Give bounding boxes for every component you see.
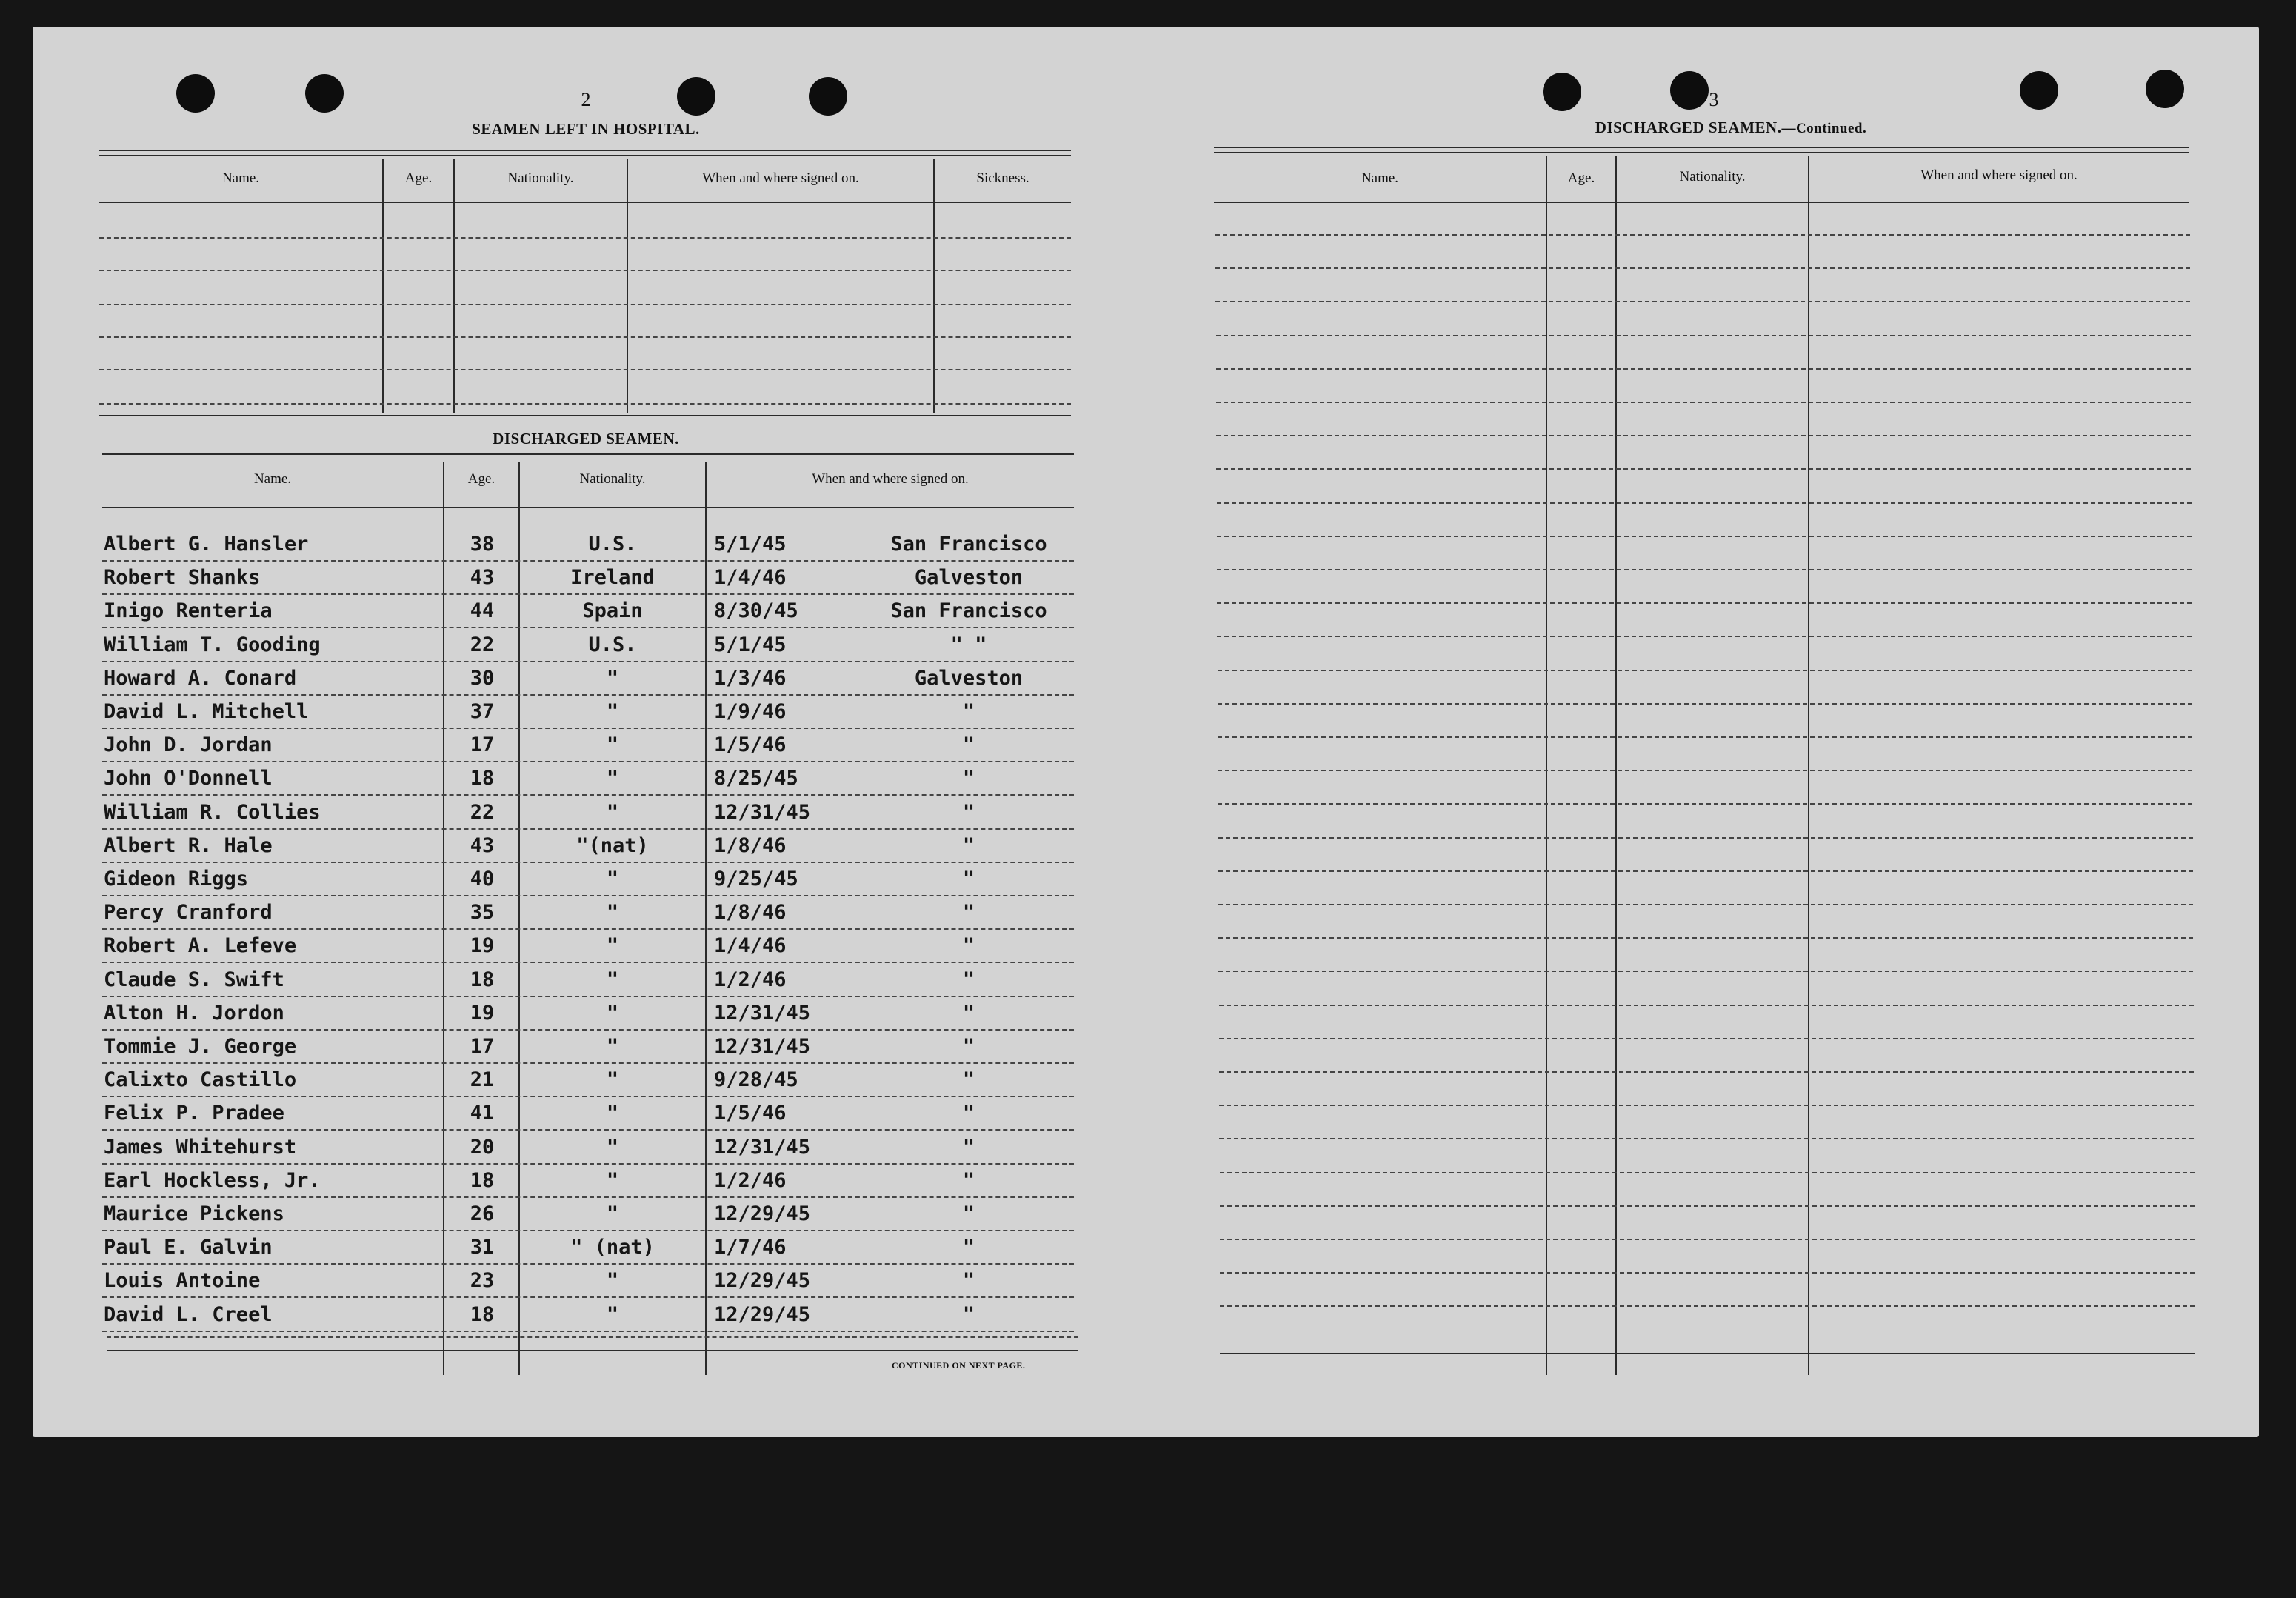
seaman-age: 18 bbox=[470, 1303, 495, 1326]
signed-on-place: " bbox=[962, 1002, 975, 1025]
signed-on-place: " bbox=[962, 1102, 975, 1125]
signed-on-date: 12/29/45 bbox=[714, 1269, 811, 1292]
seaman-nationality: " bbox=[606, 1102, 619, 1125]
register-sheet bbox=[33, 27, 2259, 1437]
hospital-row-line bbox=[99, 237, 1071, 239]
blank-row-line bbox=[1220, 1305, 2195, 1307]
seaman-name: Tommie J. George bbox=[104, 1035, 297, 1058]
signed-on-date: 12/29/45 bbox=[714, 1202, 811, 1225]
hospital-row-line bbox=[99, 336, 1071, 338]
seaman-nationality: " bbox=[606, 934, 619, 957]
seaman-name: Albert R. Hale bbox=[104, 834, 273, 857]
seaman-age: 35 bbox=[470, 901, 495, 924]
signed-on-date: 12/31/45 bbox=[714, 1136, 811, 1159]
signed-on-date: 5/1/45 bbox=[714, 633, 787, 656]
signed-on-date: 1/5/46 bbox=[714, 733, 787, 756]
hospital-col-sickness: Sickness. bbox=[976, 170, 1029, 186]
discharged-row-line bbox=[102, 928, 1074, 930]
blank-row-line bbox=[1217, 536, 2192, 537]
blank-row-line bbox=[1218, 803, 2192, 805]
signed-on-place: " bbox=[962, 1303, 975, 1326]
blank-row-line bbox=[1217, 636, 2192, 637]
seaman-name: Gideon Riggs bbox=[104, 868, 249, 890]
blank-row-line bbox=[1215, 267, 2190, 269]
seaman-nationality: " bbox=[606, 901, 619, 924]
blank-row-line bbox=[1219, 1038, 2194, 1039]
signed-on-place: San Francisco bbox=[890, 533, 1047, 556]
blank-row-line bbox=[1219, 1071, 2194, 1073]
signed-on-place: " bbox=[962, 1035, 975, 1058]
discharged-row-line bbox=[102, 1196, 1074, 1198]
blank-row-line bbox=[1218, 971, 2193, 972]
seaman-name: Maurice Pickens bbox=[104, 1202, 284, 1225]
hospital-bottom-rule bbox=[99, 415, 1071, 416]
seaman-name: Robert A. Lefeve bbox=[104, 934, 297, 957]
seaman-age: 19 bbox=[470, 1002, 495, 1025]
hospital-top-rule bbox=[99, 150, 1071, 156]
hospital-header-rule bbox=[99, 202, 1071, 203]
signed-on-place: " bbox=[962, 834, 975, 857]
signed-on-place: " bbox=[962, 1068, 975, 1091]
page-number: 3 bbox=[1709, 89, 1719, 110]
discharged-row-line bbox=[102, 560, 1074, 562]
seaman-nationality: " bbox=[606, 1068, 619, 1091]
signed-on-date: 1/7/46 bbox=[714, 1236, 787, 1259]
discharged-row-line bbox=[102, 996, 1074, 997]
discharged-row-line bbox=[102, 794, 1074, 796]
seaman-name: Claude S. Swift bbox=[104, 968, 284, 991]
blank-row-line bbox=[1216, 368, 2191, 370]
blank-row-line bbox=[1219, 1105, 2194, 1106]
signed-on-place: " bbox=[962, 767, 975, 790]
discharged-continued-title bbox=[1575, 119, 1886, 137]
blank-row-line bbox=[1218, 670, 2192, 671]
hospital-section-title: SEAMEN LEFT IN HOSPITAL. bbox=[472, 120, 700, 138]
hospital-col-divider bbox=[453, 159, 455, 413]
signed-on-date: 12/31/45 bbox=[714, 1035, 811, 1058]
seaman-nationality: " bbox=[606, 667, 619, 690]
right-col-name: Name. bbox=[1361, 170, 1399, 186]
blank-row-line bbox=[1218, 770, 2192, 771]
signed-on-date: 9/28/45 bbox=[714, 1068, 798, 1091]
signed-on-date: 8/25/45 bbox=[714, 767, 798, 790]
seaman-nationality: U.S. bbox=[588, 533, 637, 556]
discharged-row-line bbox=[102, 627, 1074, 628]
seaman-nationality: " bbox=[606, 868, 619, 890]
seaman-nationality: Spain bbox=[582, 599, 643, 622]
signed-on-place: Galveston bbox=[914, 667, 1024, 690]
seaman-nationality: " bbox=[606, 801, 619, 824]
seaman-nationality: " bbox=[606, 1035, 619, 1058]
signed-on-date: 1/4/46 bbox=[714, 934, 787, 957]
seaman-age: 17 bbox=[470, 1035, 495, 1058]
seaman-name: Robert Shanks bbox=[104, 566, 261, 589]
hospital-col-divider bbox=[933, 159, 935, 413]
signed-on-place: " bbox=[962, 733, 975, 756]
seaman-name: William R. Collies bbox=[104, 801, 321, 824]
seaman-nationality: " bbox=[606, 1303, 619, 1326]
discharged-col-name: Name. bbox=[253, 471, 292, 487]
punch-hole bbox=[305, 74, 344, 113]
seaman-age: 43 bbox=[470, 834, 495, 857]
seaman-age: 18 bbox=[470, 968, 495, 991]
discharged-col-divider bbox=[443, 462, 444, 1375]
hospital-row-line bbox=[99, 270, 1071, 271]
discharged-row-line bbox=[102, 1230, 1074, 1231]
punch-hole bbox=[2146, 70, 2184, 108]
right-col-nationality: Nationality. bbox=[1679, 169, 1746, 184]
signed-on-date: 1/5/46 bbox=[714, 1102, 787, 1125]
blank-row-line bbox=[1218, 904, 2193, 905]
blank-row-line bbox=[1215, 301, 2190, 302]
discharged-row-line bbox=[102, 1296, 1074, 1298]
hospital-row-line bbox=[99, 369, 1071, 370]
signed-on-place: " bbox=[962, 1136, 975, 1159]
right-top-rule bbox=[1214, 147, 2189, 153]
hospital-col-divider bbox=[627, 159, 628, 413]
seaman-name: David L. Mitchell bbox=[104, 700, 309, 723]
seaman-name: John O'Donnell bbox=[104, 767, 273, 790]
seaman-nationality: U.S. bbox=[588, 633, 637, 656]
signed-on-date: 5/1/45 bbox=[714, 533, 787, 556]
blank-row-line bbox=[1220, 1172, 2195, 1173]
discharged-row-line bbox=[102, 1163, 1074, 1165]
signed-on-date: 12/29/45 bbox=[714, 1303, 811, 1326]
signed-on-date: 1/3/46 bbox=[714, 667, 787, 690]
punch-hole bbox=[809, 77, 847, 116]
seaman-age: 38 bbox=[470, 533, 495, 556]
seaman-name: Inigo Renteria bbox=[104, 599, 273, 622]
seaman-name: Albert G. Hansler bbox=[104, 533, 309, 556]
blank-row-line bbox=[1217, 502, 2192, 504]
seaman-age: 21 bbox=[470, 1068, 495, 1091]
seaman-name: Alton H. Jordon bbox=[104, 1002, 284, 1025]
title-suffix: —Continued. bbox=[1781, 121, 1867, 136]
signed-on-date: 8/30/45 bbox=[714, 599, 798, 622]
discharged-row-line bbox=[107, 1336, 1078, 1338]
hospital-row-line bbox=[99, 403, 1071, 405]
signed-on-place: " bbox=[962, 1269, 975, 1292]
seaman-nationality: " bbox=[606, 700, 619, 723]
signed-on-place: " bbox=[962, 801, 975, 824]
seaman-name: William T. Gooding bbox=[104, 633, 321, 656]
right-col-age: Age. bbox=[1567, 170, 1595, 186]
signed-on-place: " bbox=[962, 868, 975, 890]
signed-on-place: " bbox=[962, 968, 975, 991]
signed-on-date: 1/2/46 bbox=[714, 968, 787, 991]
seaman-age: 40 bbox=[470, 868, 495, 890]
discharged-row-line bbox=[102, 761, 1074, 762]
seaman-age: 22 bbox=[470, 633, 495, 656]
blank-row-line bbox=[1220, 1272, 2195, 1274]
signed-on-date: 1/2/46 bbox=[714, 1169, 787, 1192]
blank-row-line bbox=[1220, 1239, 2195, 1240]
seaman-nationality: " (nat) bbox=[570, 1236, 655, 1259]
seaman-age: 18 bbox=[470, 1169, 495, 1192]
seaman-name: John D. Jordan bbox=[104, 733, 273, 756]
discharged-col-divider bbox=[518, 462, 520, 1375]
seaman-nationality: " bbox=[606, 1202, 619, 1225]
seaman-age: 20 bbox=[470, 1136, 495, 1159]
seaman-name: Howard A. Conard bbox=[104, 667, 297, 690]
blank-row-line bbox=[1220, 1205, 2195, 1207]
seaman-name: Percy Cranford bbox=[104, 901, 273, 924]
seaman-nationality: " bbox=[606, 1269, 619, 1292]
signed-on-date: 9/25/45 bbox=[714, 868, 798, 890]
signed-on-date: 12/31/45 bbox=[714, 801, 811, 824]
title-text: DISCHARGED SEAMEN. bbox=[1595, 119, 1782, 136]
seaman-nationality: " bbox=[606, 733, 619, 756]
signed-on-place: " bbox=[962, 934, 975, 957]
seaman-age: 23 bbox=[470, 1269, 495, 1292]
hospital-col-signed-on: When and where signed on. bbox=[702, 170, 859, 186]
signed-on-place: Galveston bbox=[914, 566, 1024, 589]
seaman-name: David L. Creel bbox=[104, 1303, 273, 1326]
seaman-name: Earl Hockless, Jr. bbox=[104, 1169, 321, 1192]
discharged-row-line bbox=[102, 694, 1074, 696]
signed-on-place: " bbox=[962, 1202, 975, 1225]
right-bottom-rule bbox=[1220, 1353, 2195, 1354]
blank-row-line bbox=[1218, 703, 2192, 705]
seaman-nationality: " bbox=[606, 1002, 619, 1025]
blank-row-line bbox=[1218, 837, 2193, 839]
discharged-col-nationality: Nationality. bbox=[579, 471, 646, 487]
signed-on-place: " bbox=[962, 901, 975, 924]
right-col-divider bbox=[1546, 156, 1547, 1375]
discharged-row-line bbox=[102, 661, 1074, 662]
right-col-signed-on: When and where signed on. bbox=[1920, 167, 2078, 183]
discharged-row-line bbox=[102, 1029, 1074, 1031]
punch-hole bbox=[176, 74, 215, 113]
blank-row-line bbox=[1215, 234, 2190, 236]
blank-row-line bbox=[1218, 937, 2193, 939]
seaman-name: Paul E. Galvin bbox=[104, 1236, 273, 1259]
discharged-row-line bbox=[102, 1331, 1074, 1332]
blank-row-line bbox=[1217, 602, 2192, 604]
right-header-rule bbox=[1214, 202, 2189, 203]
signed-on-date: 1/8/46 bbox=[714, 901, 787, 924]
discharged-row-line bbox=[102, 1129, 1074, 1131]
punch-hole bbox=[677, 77, 715, 116]
seaman-age: 43 bbox=[470, 566, 495, 589]
right-col-divider bbox=[1615, 156, 1617, 1375]
signed-on-place: " " bbox=[950, 633, 987, 656]
blank-row-line bbox=[1216, 402, 2191, 403]
hospital-col-nationality: Nationality. bbox=[507, 170, 574, 186]
signed-on-date: 1/8/46 bbox=[714, 834, 787, 857]
seaman-age: 19 bbox=[470, 934, 495, 957]
seaman-nationality: " bbox=[606, 968, 619, 991]
blank-row-line bbox=[1216, 468, 2191, 470]
signed-on-date: 1/4/46 bbox=[714, 566, 787, 589]
blank-row-line bbox=[1219, 1138, 2194, 1139]
seaman-age: 44 bbox=[470, 599, 495, 622]
discharged-row-line bbox=[102, 895, 1074, 896]
left-page bbox=[33, 27, 1146, 1437]
seaman-age: 37 bbox=[470, 700, 495, 723]
continued-note: CONTINUED ON NEXT PAGE. bbox=[892, 1360, 1026, 1371]
blank-row-line bbox=[1216, 335, 2191, 336]
signed-on-place: " bbox=[962, 1169, 975, 1192]
blank-row-line bbox=[1219, 1005, 2194, 1006]
blank-row-line bbox=[1218, 870, 2193, 872]
punch-hole bbox=[1543, 73, 1581, 111]
discharged-row-line bbox=[102, 828, 1074, 830]
discharged-col-divider bbox=[705, 462, 707, 1375]
punch-hole bbox=[2020, 71, 2058, 110]
seaman-age: 17 bbox=[470, 733, 495, 756]
seaman-name: Louis Antoine bbox=[104, 1269, 261, 1292]
discharged-row-line bbox=[102, 1062, 1074, 1064]
seaman-nationality: " bbox=[606, 1136, 619, 1159]
seaman-nationality: " bbox=[606, 1169, 619, 1192]
seaman-age: 31 bbox=[470, 1236, 495, 1259]
discharged-row-line bbox=[102, 593, 1074, 595]
discharged-bottom-rule bbox=[107, 1350, 1078, 1351]
seaman-nationality: " bbox=[606, 767, 619, 790]
discharged-section-title: DISCHARGED SEAMEN. bbox=[493, 430, 679, 447]
seaman-age: 30 bbox=[470, 667, 495, 690]
hospital-col-name: Name. bbox=[221, 170, 260, 186]
discharged-col-signed-on: When and where signed on. bbox=[812, 471, 969, 487]
seaman-nationality: Ireland bbox=[570, 566, 655, 589]
signed-on-place: " bbox=[962, 1236, 975, 1259]
signed-on-date: 1/9/46 bbox=[714, 700, 787, 723]
blank-row-line bbox=[1216, 435, 2191, 436]
discharged-top-rule bbox=[102, 453, 1074, 459]
discharged-header-rule bbox=[102, 507, 1074, 508]
discharged-row-line bbox=[102, 728, 1074, 729]
hospital-col-divider bbox=[382, 159, 384, 413]
hospital-row-line bbox=[99, 304, 1071, 305]
hospital-col-age: Age. bbox=[404, 170, 433, 186]
right-page bbox=[1146, 27, 2259, 1437]
discharged-row-line bbox=[102, 962, 1074, 963]
discharged-col-age: Age. bbox=[467, 471, 495, 487]
seaman-age: 41 bbox=[470, 1102, 495, 1125]
seaman-name: James Whitehurst bbox=[104, 1136, 297, 1159]
right-col-divider bbox=[1808, 156, 1809, 1375]
blank-row-line bbox=[1217, 569, 2192, 570]
page-number: 2 bbox=[581, 89, 591, 110]
seaman-name: Calixto Castillo bbox=[104, 1068, 297, 1091]
seaman-age: 22 bbox=[470, 801, 495, 824]
discharged-row-line bbox=[102, 862, 1074, 863]
seaman-age: 26 bbox=[470, 1202, 495, 1225]
signed-on-date: 12/31/45 bbox=[714, 1002, 811, 1025]
discharged-row-line bbox=[102, 1096, 1074, 1097]
discharged-row-line bbox=[102, 1263, 1074, 1265]
blank-row-line bbox=[1218, 736, 2192, 738]
signed-on-place: San Francisco bbox=[890, 599, 1047, 622]
seaman-nationality: "(nat) bbox=[576, 834, 649, 857]
seaman-age: 18 bbox=[470, 767, 495, 790]
signed-on-place: " bbox=[962, 700, 975, 723]
seaman-name: Felix P. Pradee bbox=[104, 1102, 284, 1125]
